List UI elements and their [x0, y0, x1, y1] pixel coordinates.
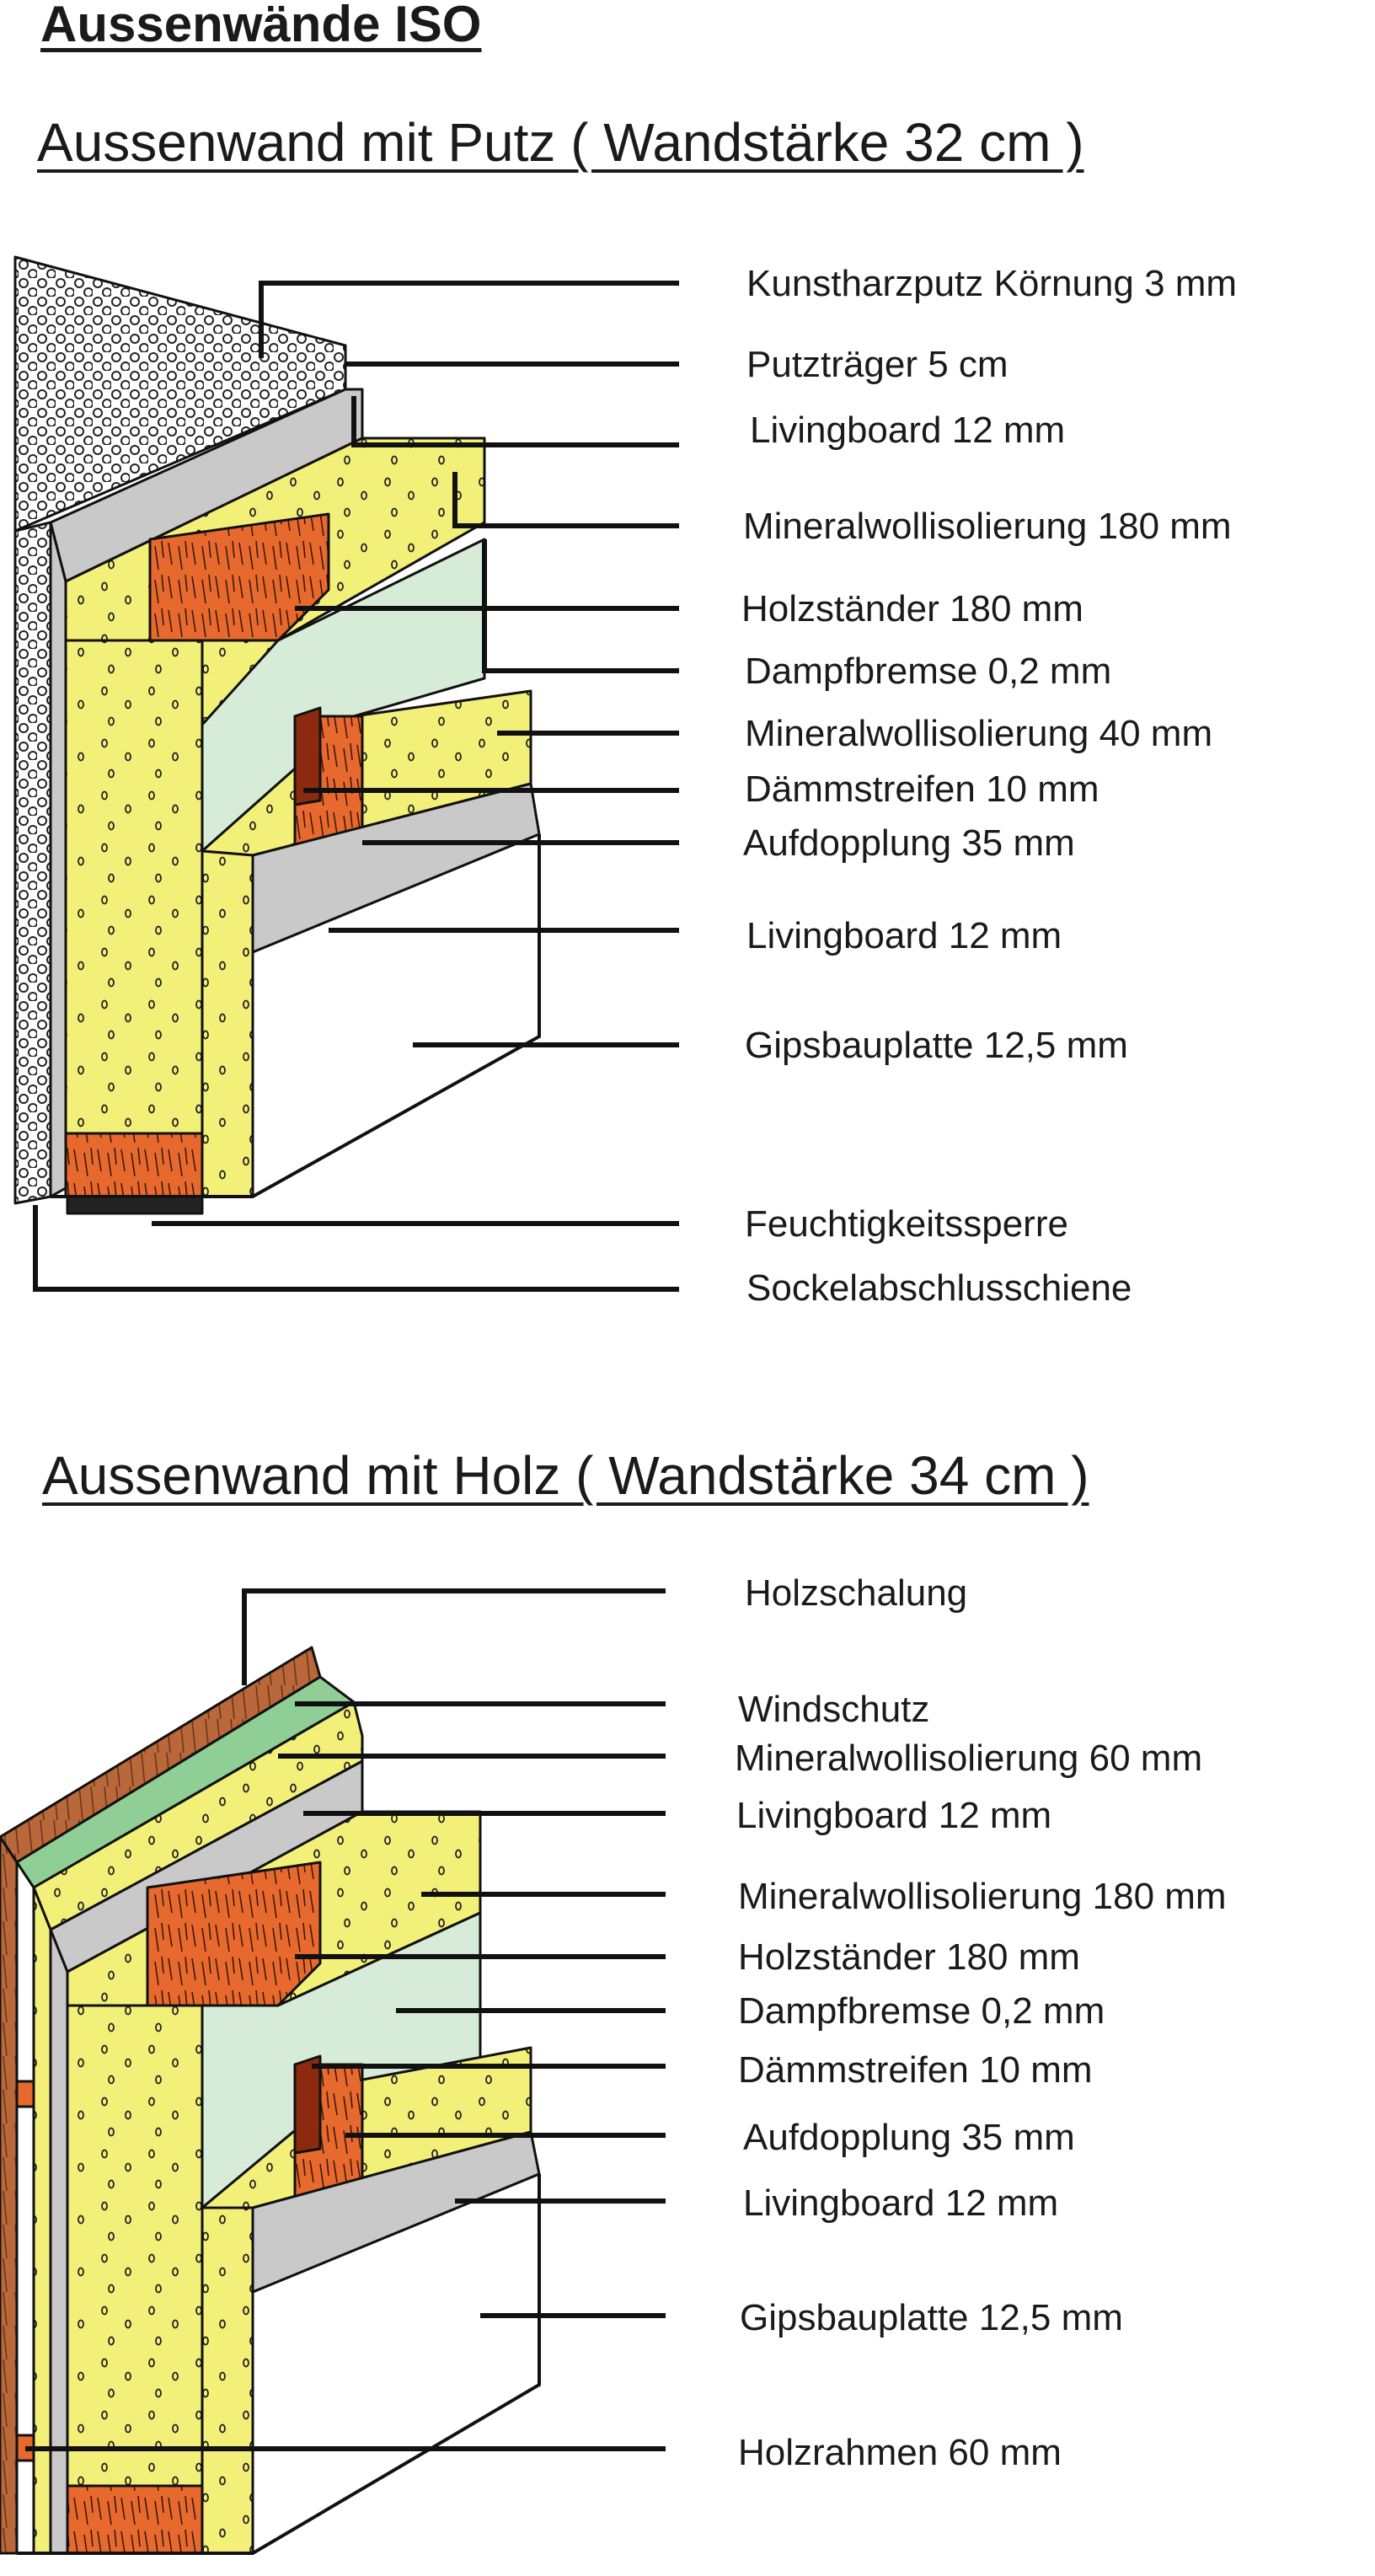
label-putztraeger: Putzträger 5 cm — [746, 344, 1009, 385]
outer-livingboard-edge-2 — [51, 1930, 67, 2553]
label-gipsbauplatte-2: Gipsbauplatte 12,5 mm — [740, 2297, 1123, 2338]
stud-bottom-block-2 — [67, 2486, 202, 2553]
leader-dampfbremse — [484, 539, 679, 671]
label-livingboard-inner: Livingboard 12 mm — [746, 915, 1062, 956]
label-sockelabschlusschiene: Sockelabschlusschiene — [746, 1267, 1132, 1309]
leader-sockelabschlusschiene — [35, 1205, 679, 1289]
label-windschutz: Windschutz — [738, 1689, 930, 1730]
label-dampfbremse: Dampfbremse 0,2 mm — [745, 651, 1112, 692]
label-dampfbremse-2: Dampfbremse 0,2 mm — [738, 1990, 1105, 2032]
label-mineralwolle-40: Mineralwollisolierung 40 mm — [745, 713, 1213, 754]
label-aufdopplung: Aufdopplung 35 mm — [743, 822, 1075, 864]
label-mineralwolle-180-2: Mineralwollisolierung 180 mm — [738, 1876, 1227, 1917]
outer-livingboard-edge — [51, 522, 66, 1197]
label-holzrahmen: Holzrahmen 60 mm — [738, 2432, 1062, 2473]
label-gipsbauplatte: Gipsbauplatte 12,5 mm — [745, 1025, 1128, 1066]
label-livingboard-inner-2: Livingboard 12 mm — [743, 2182, 1059, 2224]
label-daemmstreifen-2: Dämmstreifen 10 mm — [738, 2049, 1093, 2091]
label-mineralwolle-60: Mineralwollisolierung 60 mm — [735, 1738, 1203, 1779]
label-holzstaender-2: Holzständer 180 mm — [738, 1936, 1080, 1978]
stud-top-block-2 — [147, 1862, 320, 2006]
label-livingboard-outer-2: Livingboard 12 mm — [736, 1795, 1052, 1836]
section-title-putz: Aussenwand mit Putz ( Wandstärke 32 cm ) — [37, 112, 1084, 173]
wood-cladding-front — [0, 1837, 17, 2553]
insulation-60-front — [34, 1888, 51, 2553]
daemmstreifen-strip-2 — [295, 2056, 320, 2153]
label-aufdopplung-2: Aufdopplung 35 mm — [743, 2117, 1075, 2158]
label-daemmstreifen: Dämmstreifen 10 mm — [745, 769, 1099, 810]
label-mineralwolle-180: Mineralwollisolierung 180 mm — [743, 506, 1232, 547]
insulation-40-front-2 — [202, 2208, 253, 2553]
plaster-front-strip — [15, 522, 51, 1203]
insulation-180-front-2 — [67, 2006, 202, 2553]
label-livingboard-outer: Livingboard 12 mm — [750, 410, 1066, 451]
section-title-holz: Aussenwand mit Holz ( Wandstärke 34 cm ) — [42, 1445, 1089, 1506]
label-feuchtigkeitssperre: Feuchtigkeitssperre — [745, 1203, 1068, 1245]
frame-marker-upper — [17, 2081, 34, 2107]
label-holzschalung: Holzschalung — [745, 1572, 968, 1614]
moisture-barrier-strip — [67, 1197, 202, 1213]
label-holzstaender: Holzständer 180 mm — [741, 588, 1083, 629]
label-kunstharzputz: Kunstharzputz Körnung 3 mm — [746, 263, 1238, 304]
insulation-40-front — [202, 851, 253, 1197]
main-title: Aussenwände ISO — [40, 0, 482, 52]
leader-mineralwolle-180 — [455, 472, 679, 526]
insulation-180-front — [66, 640, 202, 1197]
stud-bottom-block — [66, 1133, 202, 1197]
